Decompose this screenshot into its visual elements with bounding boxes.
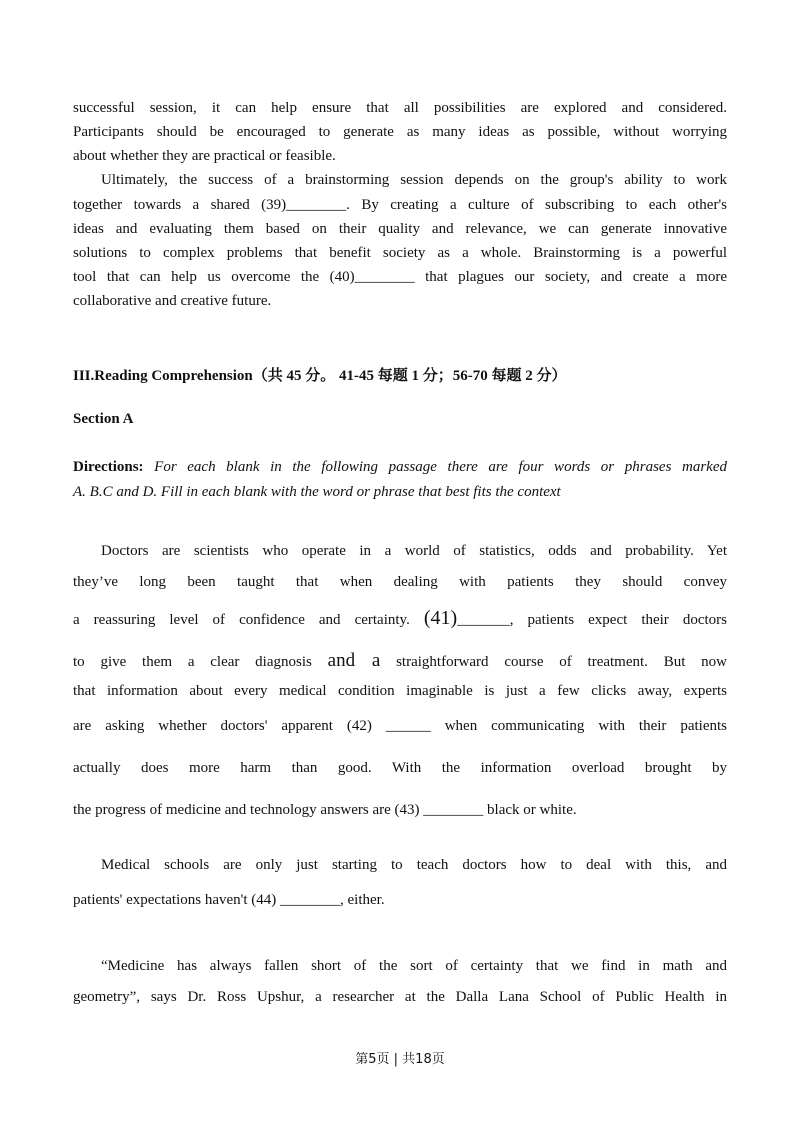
directions-line2: A. B.C and D. Fill in each blank with the word or phrase that best fits the context <box>73 484 561 500</box>
passage-line2: they’ve long been taught that when dealing with patients they should convey <box>73 574 727 590</box>
passage-line6: are asking whether doctors' apparent (42) ______ when communicating with their patients <box>73 718 727 734</box>
passage-line4-a: to give them a clear diagnosis <box>73 654 312 670</box>
passage3-line2: geometry”, says Dr. Ross Upshur, a researcher at the Dalla Lana School of Public Health in <box>73 989 727 1005</box>
passage2-line2: patients' expectations haven't (44) ________, either. <box>73 892 385 908</box>
passage-line4-b: and a <box>327 650 381 671</box>
passage-line4 <box>73 648 727 675</box>
para2-line3: ideas and evaluating them based on their quality and relevance, we can generate innovative <box>73 221 727 237</box>
passage-line1: Doctors are scientists who operate in a world of statistics, odds and probability. Yet <box>101 543 727 559</box>
passage3-line1: “Medicine has always fallen short of the sort of certainty that we find in math and <box>101 958 727 974</box>
directions-line1 <box>73 459 727 476</box>
directions-text1: For each blank in the following passage there are four words or phrases marked <box>143 459 727 475</box>
passage-line5: that information about every medical condition imaginable is just a few clicks away, experts <box>73 683 727 699</box>
para1-line3: about whether they are practical or feasible. <box>73 148 336 164</box>
passage-line4-c: straightforward course of treatment. But now <box>396 654 727 670</box>
page-footer: 第5页 | 共18页 <box>355 1052 445 1067</box>
para2-line4: solutions to complex problems that benefit society as a whole. Brainstorming is a powerful <box>73 245 727 261</box>
passage-line3 <box>73 605 727 633</box>
para1-line1: successful session, it can help ensure that all possibilities are explored and considered. <box>73 100 727 116</box>
passage-line7: actually does more harm than good. With the information overload brought by <box>73 760 727 776</box>
section-a-heading: Section A <box>73 411 134 427</box>
blank-41-label: (41) <box>423 607 458 629</box>
para2-line6: collaborative and creative future. <box>73 293 272 309</box>
para1-line2: Participants should be encouraged to generate as many ideas as possible, without worrying <box>73 124 727 140</box>
para2-line2: together towards a shared (39)________. By creating a culture of subscribing to each other's <box>73 197 727 213</box>
passage-line3-c: _______, patients expect their doctors <box>457 612 727 628</box>
passage-line3-a: a reassuring level of confidence and certainty. <box>73 612 410 628</box>
para2-line5: tool that can help us overcome the (40)________ that plagues our society, and create a more <box>73 269 727 285</box>
passage2-line1: Medical schools are only just starting to teach doctors how to deal with this, and <box>101 857 727 873</box>
section-heading: III.Reading Comprehension（共 45 分。 41-45 每题 1 分；56-70 每题 2 分） <box>73 368 567 384</box>
passage-line8: the progress of medicine and technology answers are (43) ________ black or white. <box>73 802 577 818</box>
para2-line1: Ultimately, the success of a brainstorming session depends on the group's ability to work <box>101 172 727 188</box>
directions-label: Directions: <box>73 459 144 475</box>
